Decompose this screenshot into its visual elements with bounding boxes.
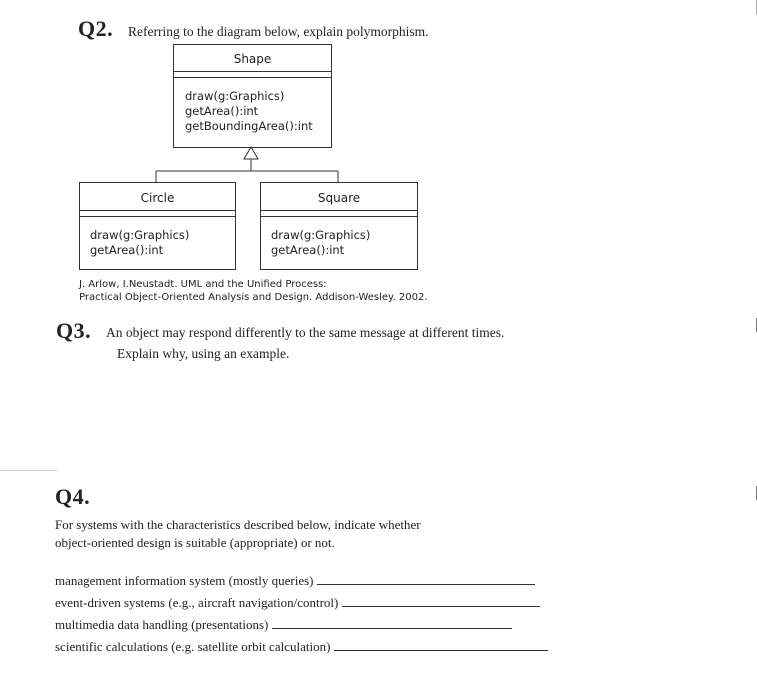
q4-intro-2: object-oriented design is suitable (appropriate) or not.	[55, 535, 335, 550]
q4-number: Q4.	[55, 484, 91, 509]
circle-op-getarea: getArea():int	[90, 243, 164, 257]
shape-class-name: Shape	[233, 52, 272, 66]
q4-item-2-answer-blank[interactable]	[342, 594, 540, 607]
circle-divider-2	[80, 216, 235, 217]
circle-op-draw: draw(g:Graphics)	[90, 228, 190, 242]
q4-intro-1: For systems with the characteristics described below, indicate whether	[55, 517, 421, 532]
q4-item-3-answer-blank[interactable]	[272, 616, 512, 629]
q4-item-2	[55, 594, 540, 611]
q4-item-3	[55, 616, 512, 633]
q3-line-2: Explain why, using an example.	[117, 346, 290, 361]
q3-number: Q3.	[56, 318, 92, 343]
q4-item-2-label: event-driven systems (e.g., aircraft navigation/control)	[55, 595, 339, 610]
square-operations	[271, 228, 370, 258]
shape-op-draw: draw(g:Graphics)	[185, 89, 285, 103]
shape-op-getboundingarea: getBoundingArea():int	[185, 119, 313, 133]
square-op-draw: draw(g:Graphics)	[271, 228, 371, 242]
q4-item-3-label: multimedia data handling (presentations)	[55, 617, 269, 632]
q2-prompt: Referring to the diagram below, explain polymorphism.	[128, 24, 429, 39]
q4-item-1-answer-blank[interactable]	[317, 572, 535, 585]
q4-item-4	[55, 638, 548, 655]
circle-class-box	[79, 182, 236, 270]
section-divider	[0, 470, 57, 471]
q4-item-1-label: management information system (mostly queries)	[55, 573, 314, 588]
square-class-name: Square	[317, 191, 361, 205]
q4-item-4-answer-blank[interactable]	[334, 638, 548, 651]
circle-class-name: Circle	[140, 191, 175, 205]
q2-number: Q2.	[78, 16, 114, 41]
citation-line-1: J. Arlow, I.Neustadt. UML and the Unified Process:	[79, 279, 327, 290]
generalization-arrow-icon	[244, 147, 258, 159]
diagram-citation	[79, 278, 428, 304]
circle-operations	[90, 228, 189, 258]
square-op-getarea: getArea():int	[271, 243, 345, 257]
citation-line-2: Practical Object-Oriented Analysis and Design. Addison-Wesley. 2002.	[79, 292, 428, 303]
square-divider-2	[261, 216, 417, 217]
q3-line-1: An object may respond differently to the same message at different times.	[106, 325, 505, 340]
shape-op-getarea: getArea():int	[185, 104, 259, 118]
square-divider-1	[261, 210, 417, 211]
q4-item-4-label: scientific calculations (e.g. satellite orbit calculation)	[55, 639, 331, 654]
square-class-box	[260, 182, 418, 270]
q4-item-1	[55, 572, 535, 589]
circle-divider-1	[80, 210, 235, 211]
